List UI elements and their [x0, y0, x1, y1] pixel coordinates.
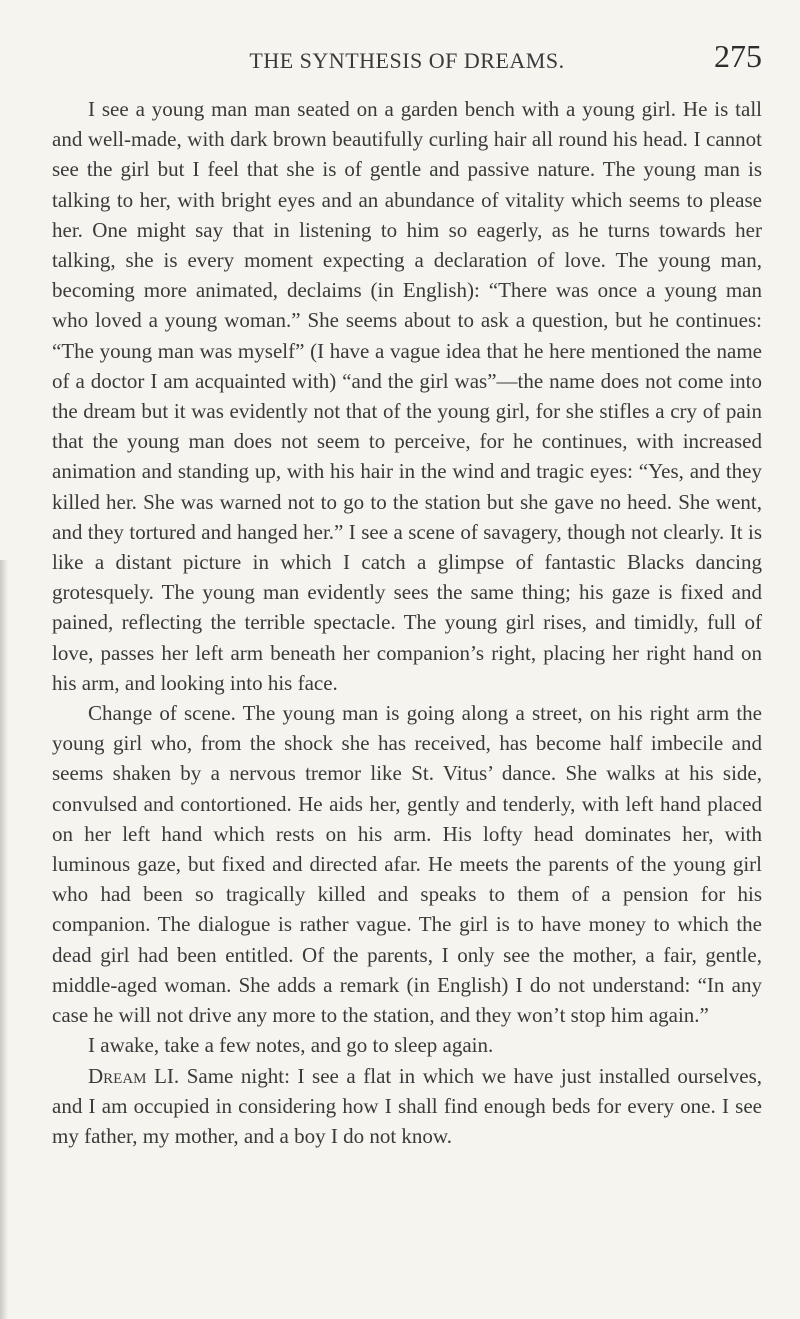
paragraph-change-of-scene: Change of scene. The young man is going along a street, on his right arm the young girl who, from the shock she has received, has become half imbecile and seems shaken by a nervous tremor like St. Vitus’ dance. She walks at his side, convulsed and contortioned. He aids her, gently and tenderly, with left hand placed on her left hand which rests on his arm. His lofty head dominates her, with luminous gaze, but fixed and directed afar. He meets the parents of the young girl who had been so tragically killed and speaks to them of a pension for his companion. The dialogue is rather vague. The girl is to have money to which the dead girl had been entitled. Of the parents, I only see the mother, a fair, gentle, middle-aged woman. She adds a remark (in English) I do not understand: “In any case he will not drive any more to the station, and they won’t stop him again.” [52, 701, 762, 1028]
paragraph-awake: I awake, take a few notes, and go to sleep again. [88, 1033, 494, 1058]
running-head: THE SYNTHESIS OF DREAMS. [249, 48, 565, 73]
paragraph-dream-l-first: I see a young man man seated on a garden bench with a young girl. He is tall and well-made, with dark brown beautifully curling hair all round his head. I cannot see the girl but I feel that she is of gentle and passive nature. The young man is talking to her, with bright eyes and an abundance of vitality which seems to please her. One might say that in listening to him so eagerly, as he turns towards her talking, she is every moment expecting a declaration of love. The young man, becoming more animated, declaims (in English): “There was once a young man who loved a young woman.” She seems about to ask a question, but he continues: “The young man was myself” (I have a vague idea that he here mentioned the name of a doctor I am acquainted with) “and the girl was”—the name does not come into the dream but it was evidently not that of the young girl, for she stifles a cry of pain that the young man does not seem to perceive, for he continues, with increased animation and standing up, with his hair in the wind and tragic eyes: “Yes, and they killed her. She was warned not to go to the station but she gave no heed. She went, and they tortured and hanged her.” I see a scene of savagery, though not clearly. It is like a distant picture in which I catch a glimpse of fantastic Blacks dancing grotesquely. The young man evidently sees the same thing; his gaze is fixed and pained, reflecting the terrible spectacle. The young girl rises, and timidly, full of love, passes her left arm beneath her companion’s right, placing her right hand on his arm, and looking into his face. [52, 97, 762, 695]
paragraph-dream-li [52, 1061, 762, 1152]
binding-shadow [0, 560, 8, 1319]
body-text [52, 94, 762, 1151]
book-page [52, 36, 762, 1151]
page-header [52, 36, 762, 76]
dream-text: Same night: I see a flat in which we have just installed ourselves, and I am occupied in considering how I shall find enough beds for every one. I see my father, my mother, and a boy I do not know. [52, 1063, 762, 1148]
dream-label: Dream [88, 1063, 147, 1088]
dream-number: LI. [154, 1063, 180, 1088]
page-number: 275 [714, 38, 762, 74]
